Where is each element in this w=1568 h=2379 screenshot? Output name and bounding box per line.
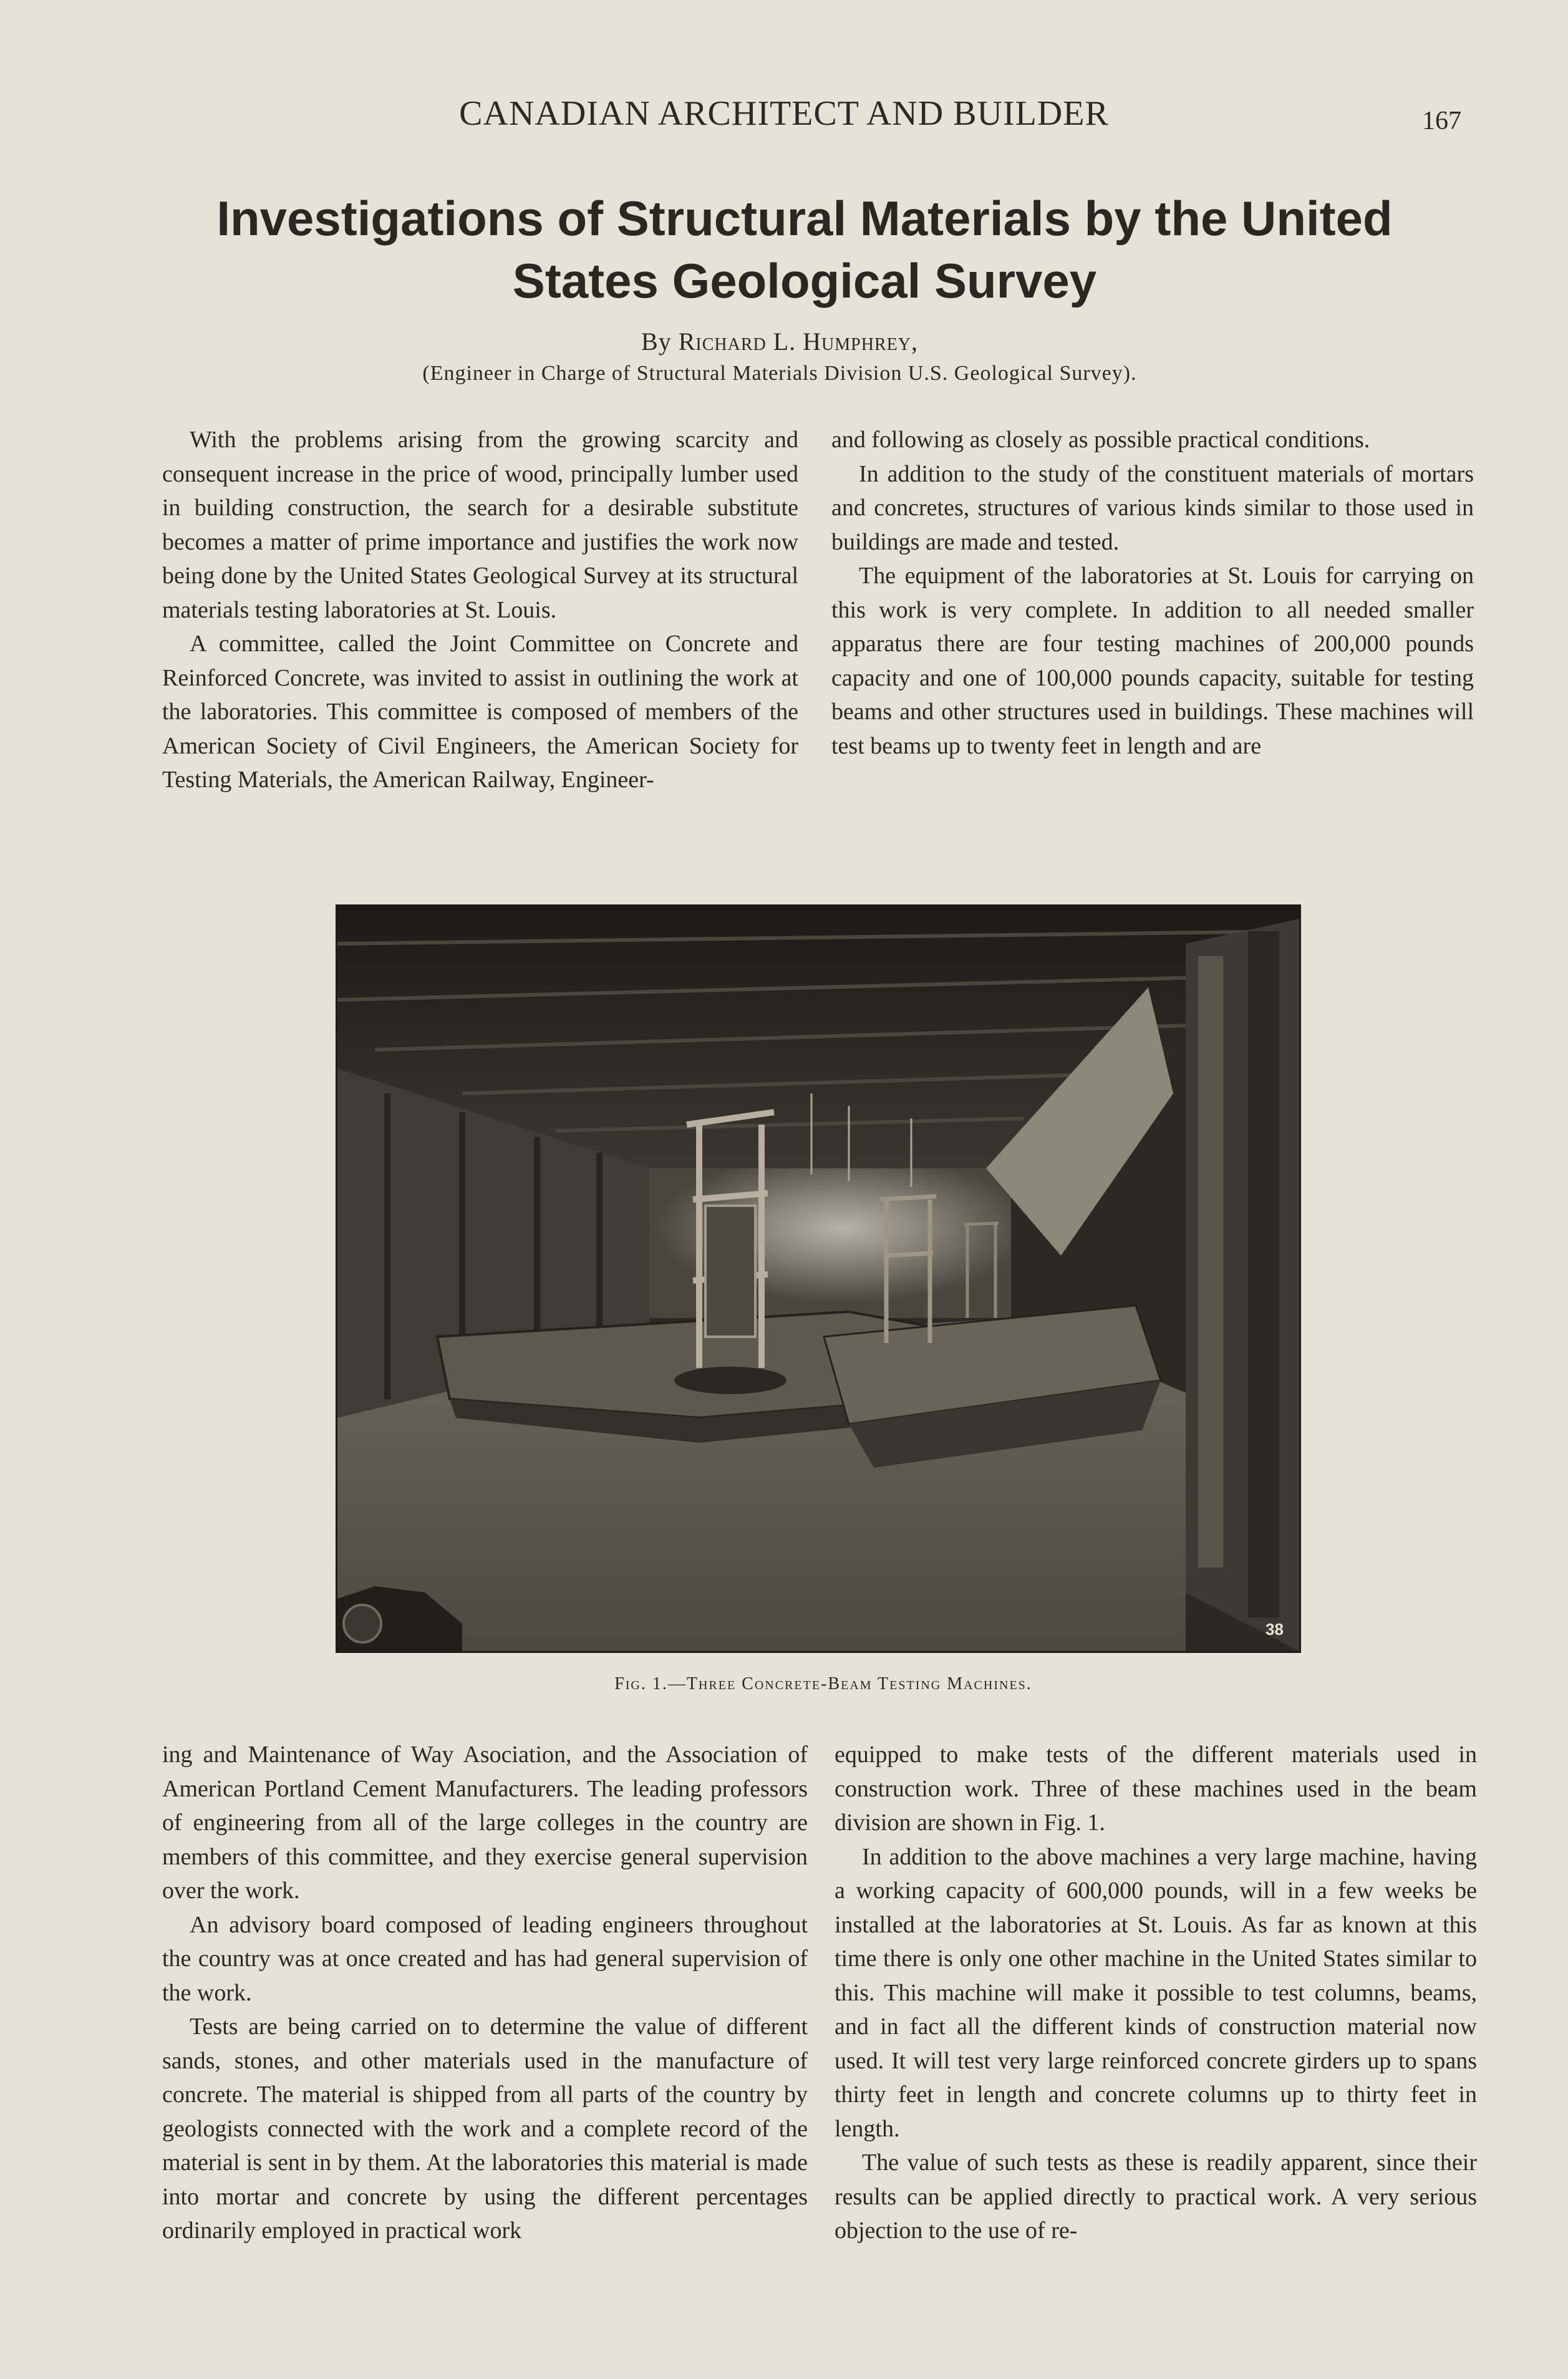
byline: [187, 327, 1372, 356]
paragraph: equipped to make tests of the different materials used in construction work. Three of these machines used in the beam division are shown in Fig. 1.: [835, 1742, 1477, 1836]
byline-prefix: By: [641, 327, 672, 356]
page-number: 167: [1422, 107, 1461, 135]
paragraph: and following as closely as possible practical conditions.: [831, 427, 1370, 453]
laboratory-photo: [337, 906, 1299, 1651]
paragraph: In addition to the above machines a very large machine, having a working capacity of 600,000 pounds, will in a few weeks be installed at the laboratories at St. Louis. As far as known at this time there is only one other machine in the United States similar to this. This machine will make it possible to test columns, beams, and in fact all the different kinds of construction material now used. It will test very large reinforced concrete girders up to spans thirty feet in length and concrete columns up to thirty feet in length.: [835, 1843, 1477, 2142]
paragraph: ing and Maintenance of Way Asociation, and the Association of American Portland Cement Manufacturers. The leading professors of engineering from all of the large colleges in the country are members of this committee, and they exercise general supervision over the work.: [162, 1742, 808, 1904]
figure-photograph: [336, 904, 1301, 1653]
paragraph: In addition to the study of the constituent materials of mortars and concretes, structures of various kinds similar to those used in buildings are made and tested.: [831, 460, 1474, 555]
paragraph: An advisory board composed of leading engineers throughout the country was at once created and has had general supervision of the work.: [162, 1911, 808, 2006]
paragraph: A committee, called the Joint Committee on Concrete and Reinforced Concrete, was invited to assist in outlining the work at the laboratories. This committee is composed of members of the American Society of Civil Engineers, the American Society for Testing Materials, the American Railway, Engineer-: [162, 631, 798, 793]
running-title: CANADIAN ARCHITECT AND BUILDER: [459, 94, 1109, 133]
paragraph: Tests are being carried on to determine the value of different sands, stones, and other materials used in the manufacture of concrete. The material is shipped from all parts of the country by geologists connected with the work and a complete record of the material is sent in by them. At the laboratories this material is made into mortar and concrete by using the different percentages ordinarily employed in practical work: [162, 2013, 808, 2244]
paragraph: With the problems arising from the growing scarcity and consequent increase in the price of wood, principally lumber used in building construction, the search for a desirable substitute becomes a matter of prime importance and justifies the work now being done by the United States Geological Survey at its structural materials testing laboratories at St. Louis.: [162, 427, 798, 623]
column-bottom-left: [162, 1738, 808, 2248]
column-top-left: [162, 423, 798, 797]
article-title: Investigations of Structural Materials by the United States Geological Survey: [216, 191, 1393, 308]
column-top-right: [831, 423, 1474, 763]
author-affiliation: (Engineer in Charge of Structural Materials Division U.S. Geological Survey).: [422, 362, 1137, 385]
column-bottom-right: [835, 1738, 1477, 2248]
figure-caption: Fig. 1.—Three Concrete-Beam Testing Machines.: [614, 1674, 1032, 1693]
author-name: Richard L. Humphrey,: [678, 327, 918, 356]
back-wall: [637, 1168, 1011, 1318]
paragraph: The equipment of the laboratories at St. Louis for carrying on this work is very complete. In addition to all needed smaller apparatus there are four testing machines of 200,000 pounds capacity and one of 100,000 pounds capacity, suitable for testing beams and other structures used in buildings. These machines will test beams up to twenty feet in length and are: [831, 563, 1474, 759]
plate-number: 38: [1266, 1620, 1284, 1639]
paragraph: The value of such tests as these is readily apparent, since their results can be applied directly to practical work. A very serious objection to the use of re-: [835, 2149, 1477, 2244]
wooden-column: [1198, 956, 1223, 1567]
